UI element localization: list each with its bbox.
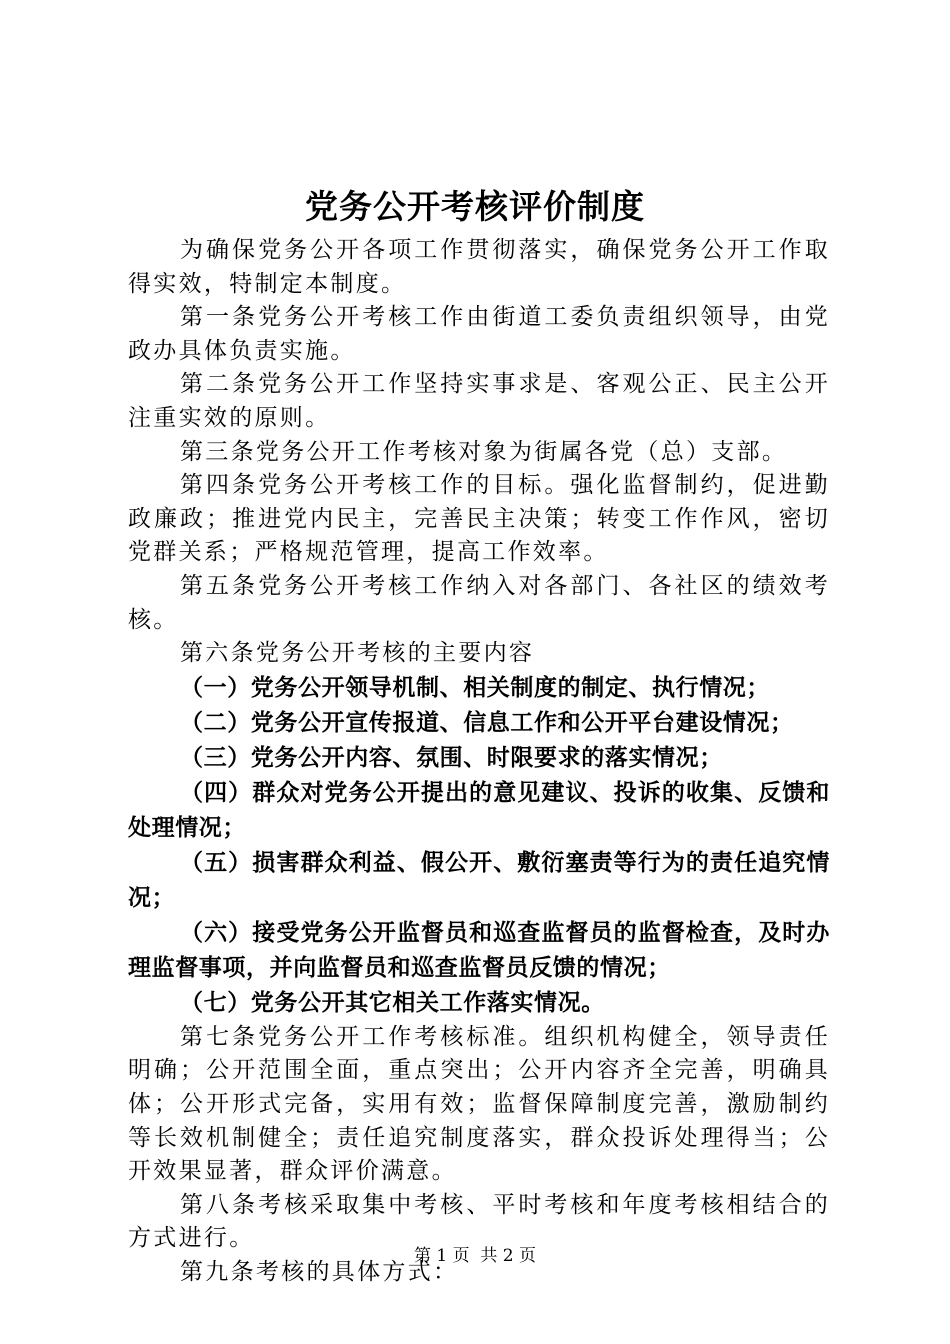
paragraph-article-7: 第七条党务公开工作考核标准。组织机构健全，领导责任明确；公开范围全面，重点突出；公开内容齐全完善，明确具体；公开形式完备，实用有效；监督保障制度完善，激励制约等长效机制健全；责任追究制度落实，群众投诉处理得当；公开效果显著，群众评价满意。 [128, 1023, 830, 1185]
paragraph-article-5: 第五条党务公开考核工作纳入对各部门、各社区的绩效考核。 [128, 572, 830, 633]
paragraph-article-4: 第四条党务公开考核工作的目标。强化监督制约，促进勤政廉政；推进党内民主，完善民主决策；转变工作作风，密切党群关系；严格规范管理，提高工作效率。 [128, 472, 830, 566]
paragraph-article-6: 第六条党务公开考核的主要内容 [180, 640, 535, 667]
list-item-5: （五）损害群众利益、假公开、敷衍塞责等行为的责任追究情况； [128, 849, 830, 911]
list-item-2: （二）党务公开宣传报道、信息工作和公开平台建设情况； [180, 709, 794, 736]
paragraph-article-1: 第一条党务公开考核工作由街道工委负责组织领导，由党政办具体负责实施。 [128, 304, 830, 364]
paragraph-article-8: 第八条考核采取集中考核、平时考核和年度考核相结合的方式进行。 [128, 1191, 830, 1252]
paragraph-intro: 为确保党务公开各项工作贯彻落实，确保党务公开工作取得实效，特制定本制度。 [128, 237, 830, 297]
list-item-3: （三）党务公开内容、氛围、时限要求的落实情况； [180, 744, 723, 771]
list-item-1: （一）党务公开领导机制、相关制度的制定、执行情况； [180, 674, 770, 701]
list-item-4: （四）群众对党务公开提出的意见建议、投诉的收集、反馈和处理情况； [128, 779, 830, 841]
paragraph-article-2: 第二条党务公开工作坚持实事求是、客观公正、民主公开注重实效的原则。 [128, 371, 830, 431]
list-item-6: （六）接受党务公开监督员和巡查监督员的监督检查，及时办理监督事项，并向监督员和巡查监督员反馈的情况； [128, 919, 830, 981]
paragraph-article-9: 第九条考核的具体方式： [180, 1258, 459, 1285]
list-item-7: （七）党务公开其它相关工作落实情况。 [180, 989, 605, 1016]
page-number-footer: 第 1 页 共 2 页 [413, 1246, 537, 1266]
document-title: 党务公开考核评价制度 [305, 187, 645, 226]
document-body [128, 234, 830, 1289]
paragraph-article-3: 第三条党务公开工作考核对象为街属各党（总）支部。 [180, 438, 788, 465]
